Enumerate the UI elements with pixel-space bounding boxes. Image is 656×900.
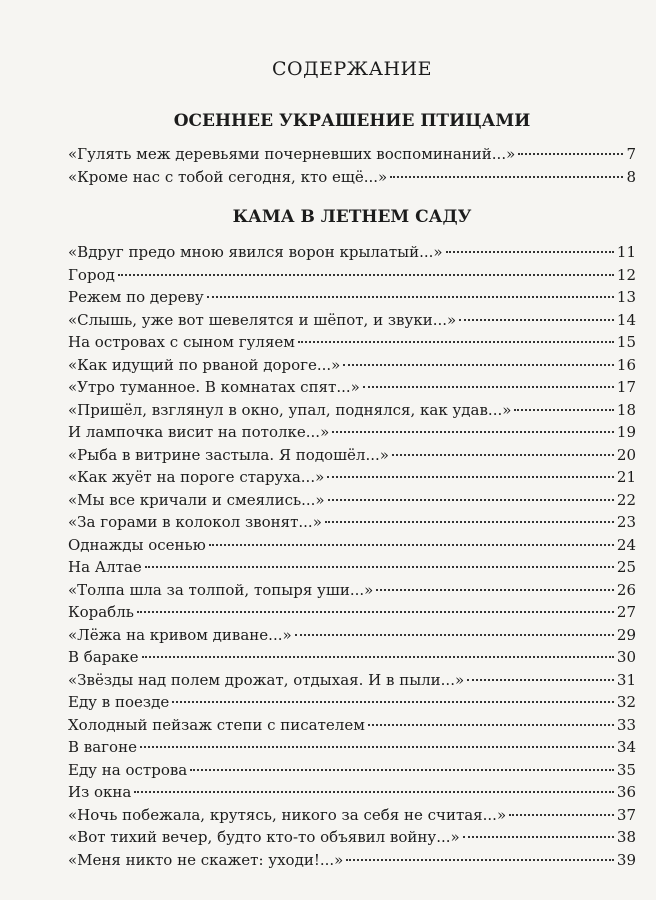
toc-leader-dots [346,858,614,861]
toc-entry[interactable] [68,849,636,872]
toc-leader-dots [298,340,614,343]
toc-entry-page: 17 [616,378,636,396]
toc-entry[interactable] [68,511,636,534]
toc-entry-text: «Как жуёт на пороге старуха...» [68,468,325,486]
toc-entry-page: 32 [616,693,636,711]
toc-entry-page: 30 [616,648,636,666]
toc-entry[interactable] [68,241,636,264]
toc-leader-dots [368,723,614,726]
toc-leader-dots [328,498,614,501]
toc-entry-text: «Меня никто не скажет: уходи!...» [68,850,344,869]
toc-entry-page: 38 [616,828,636,846]
toc-entry-text: «Кроме нас с тобой сегодня, кто ещё...» [68,167,388,186]
toc-leader-dots [509,813,614,816]
toc-entry[interactable] [68,691,636,714]
toc-entry-page: 33 [616,715,636,734]
toc-entry[interactable] [68,579,636,602]
toc-entry-text: На островах с сыном гуляем [68,333,295,351]
page-title: СОДЕРЖАНИЕ [272,58,432,80]
toc-leader-dots [514,408,614,411]
toc-leader-dots [459,318,614,321]
toc-leader-dots [327,475,614,478]
toc-entry-text: «Вот тихий вечер, будто кто-то объявил войну...» [68,828,460,846]
toc-leader-dots [343,363,614,366]
toc-entry-page: 22 [616,490,636,509]
toc-entry-text: «Рыба в витрине застыла. Я подошёл...» [68,445,389,464]
toc-entry-page: 39 [616,850,636,869]
toc-entry-page: 19 [616,423,636,441]
toc-entry-page: 37 [616,805,636,824]
toc-entry[interactable] [68,421,636,444]
toc-entry[interactable] [68,556,636,579]
toc-entry-text: «Вдруг предо мною явился ворон крылатый...» [68,243,443,261]
toc-entry-text: «Звёзды над полем дрожат, отдыхая. И в пыли...» [68,670,465,689]
toc-entry-page: 23 [616,513,636,531]
toc-leader-dots [145,565,614,568]
toc-leader-dots [190,768,614,771]
toc-leader-dots [118,273,614,276]
toc-entry[interactable] [68,534,636,557]
toc-entry-page: 8 [626,167,636,186]
toc-leader-dots [140,745,614,748]
toc-entry[interactable] [68,759,636,782]
toc-entry[interactable] [68,624,636,647]
toc-entry[interactable] [68,399,636,422]
toc-leader-dots [209,543,614,546]
toc-leader-dots [325,520,614,523]
toc-entry-text: «Толпа шла за толпой, топыря уши...» [68,580,374,599]
toc-entry-page: 16 [616,355,636,374]
toc-leader-dots [363,385,614,388]
toc-entry[interactable] [68,444,636,467]
toc-leader-dots [134,790,614,793]
toc-leader-dots [137,610,614,613]
toc-entry-text: «Ночь побежала, крутясь, никого за себя не считая...» [68,805,507,824]
section-title-kama: КАМА В ЛЕТНЕМ САДУ [232,207,472,227]
toc-leader-dots [295,633,614,636]
toc-entry-page: 11 [616,243,636,261]
toc-entry[interactable] [68,714,636,737]
toc-entry-text: «За горами в колокол звонят...» [68,513,322,531]
toc-entry-text: Однажды осенью [68,535,206,554]
toc-leader-dots [172,700,614,703]
toc-entry-text: Город [68,265,115,284]
toc-entry-page: 29 [616,625,636,644]
toc-entry-text: Из окна [68,783,132,801]
toc-entry[interactable] [68,781,636,804]
toc-entry-text: Корабль [68,603,134,621]
toc-leader-dots [376,588,614,591]
toc-entry-page: 15 [616,333,636,351]
toc-entry[interactable] [68,264,636,287]
toc-leader-dots [390,175,623,178]
toc-page [68,0,636,900]
toc-leader-dots [446,250,614,253]
toc-entry-text: Режем по дереву [68,288,204,306]
toc-entry[interactable] [68,354,636,377]
toc-leader-dots [142,655,614,658]
toc-leader-dots [207,295,614,298]
toc-entry-page: 14 [616,310,636,329]
section-entries-kama [68,241,636,871]
toc-entry[interactable] [68,489,636,512]
toc-entry-page: 25 [616,558,636,576]
toc-entry-page: 26 [616,580,636,599]
toc-entry-page: 27 [616,603,636,621]
toc-entry-page: 18 [616,400,636,419]
toc-entry[interactable] [68,669,636,692]
toc-entry-text: «Слышь, уже вот шевелятся и шёпот, и звуки...» [68,310,457,329]
toc-entry[interactable] [68,376,636,399]
toc-entry-page: 36 [616,783,636,801]
toc-entry-page: 34 [616,738,636,756]
toc-entry-text: «Как идущий по рваной дороге...» [68,355,341,374]
toc-leader-dots [332,430,614,433]
toc-entry[interactable] [68,601,636,624]
toc-entry-page: 35 [616,760,636,779]
toc-entry[interactable] [68,286,636,309]
toc-entry-page: 20 [616,445,636,464]
toc-leader-dots [467,678,614,681]
toc-entry-text: «Лёжа на кривом диване...» [68,625,292,644]
toc-entry[interactable] [68,736,636,759]
toc-entry-text: «Мы все кричали и смеялись...» [68,490,325,509]
toc-entry[interactable] [68,646,636,669]
toc-entry-text: «Утро туманное. В комнатах спят...» [68,378,360,396]
section-entries-autumn [68,143,636,188]
toc-entry-text: Еду в поезде [68,693,170,711]
toc-entry-text: В бараке [68,648,139,666]
toc-entry-page: 24 [616,535,636,554]
toc-entry[interactable] [68,309,636,332]
toc-entry-text: На Алтае [68,558,142,576]
toc-leader-dots [392,453,614,456]
toc-leader-dots [518,152,623,155]
toc-entry-text: И лампочка висит на потолке...» [68,423,330,441]
section-title-autumn: ОСЕННЕЕ УКРАШЕНИЕ ПТИЦАМИ [173,111,531,131]
toc-entry[interactable] [68,466,636,489]
toc-entry-page: 31 [616,670,636,689]
toc-entry-text: В вагоне [68,738,137,756]
toc-entry-page: 12 [616,265,636,284]
toc-entry-page: 7 [626,145,636,163]
toc-entry[interactable] [68,143,636,166]
toc-leader-dots [463,835,614,838]
toc-entry-text: Еду на острова [68,760,188,779]
toc-entry[interactable] [68,166,636,189]
toc-entry-text: «Гулять меж деревьями почерневших воспоминаний...» [68,145,516,163]
toc-entry[interactable] [68,826,636,849]
toc-entry-text: Холодный пейзаж степи с писателем [68,715,365,734]
toc-entry[interactable] [68,804,636,827]
toc-entry[interactable] [68,331,636,354]
toc-entry-page: 21 [616,468,636,486]
toc-entry-text: «Пришёл, взглянул в окно, упал, поднялся, как удав...» [68,400,512,419]
toc-entry-page: 13 [616,288,636,306]
